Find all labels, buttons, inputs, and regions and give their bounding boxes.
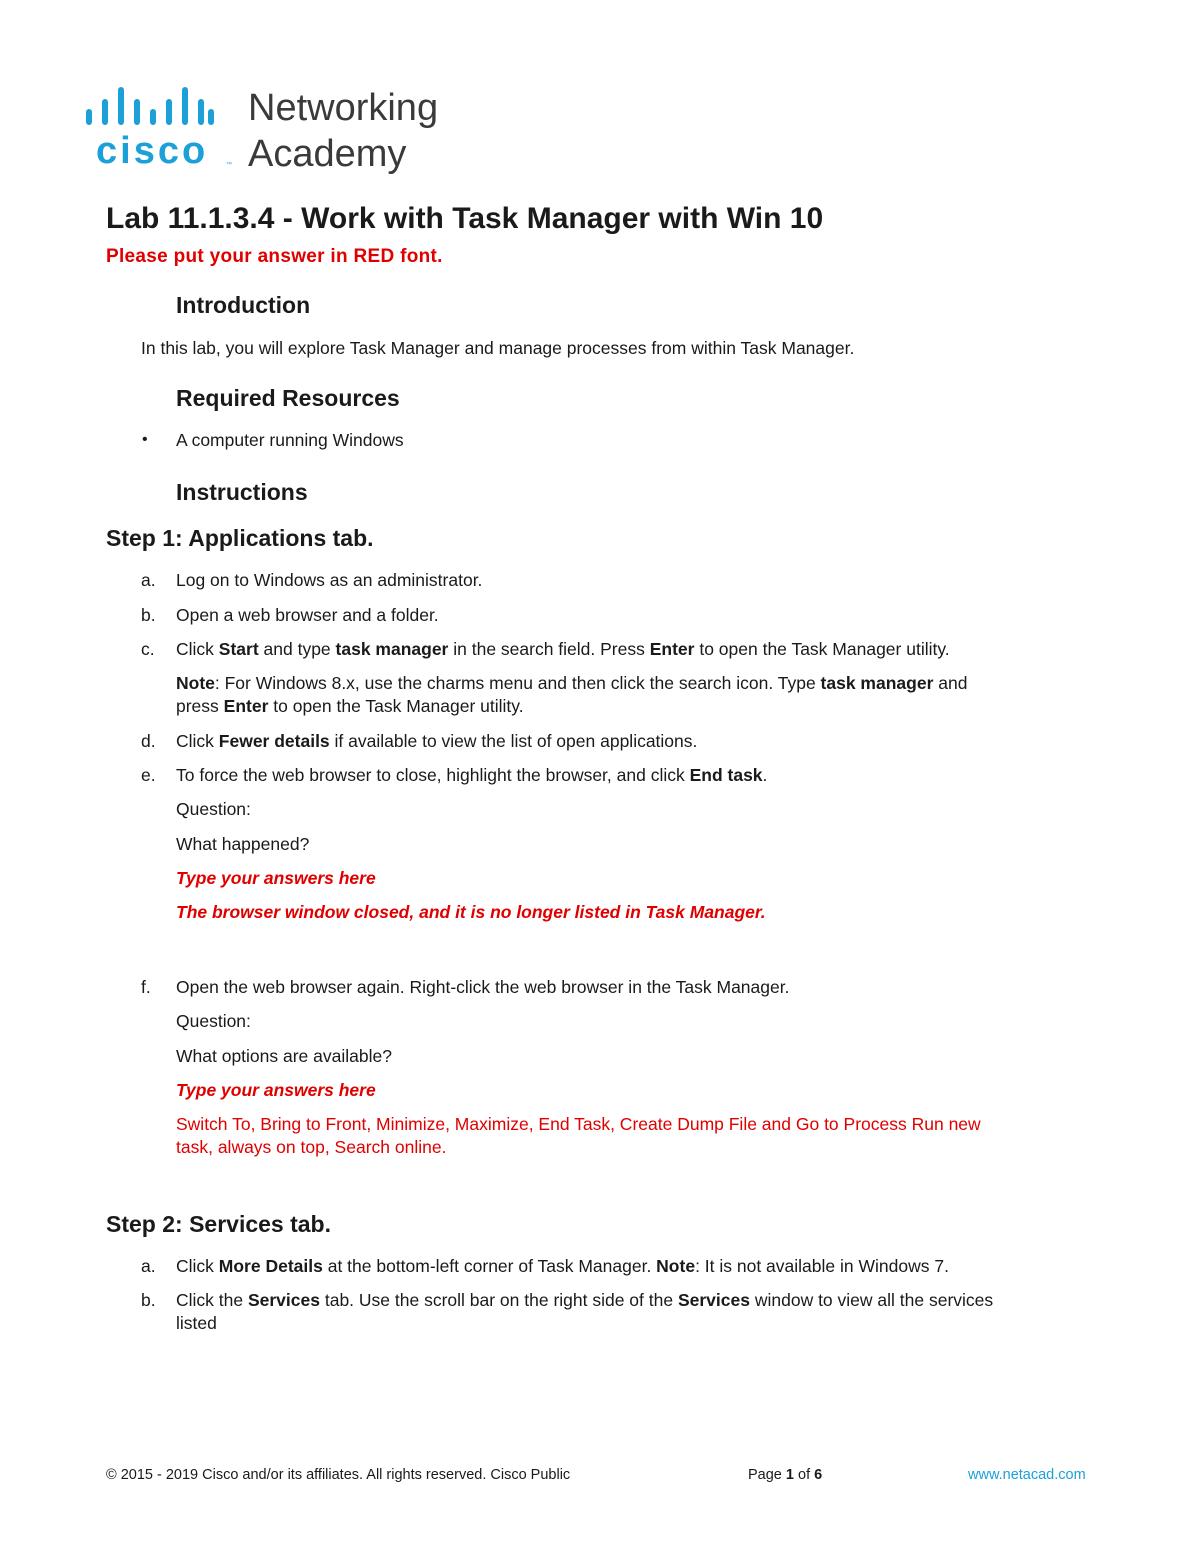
introduction-heading: Introduction xyxy=(176,292,311,318)
step1-e-question: What happened? xyxy=(176,834,310,854)
bullet-icon: • xyxy=(142,431,148,448)
answer-instruction: Please put your answer in RED font. xyxy=(106,246,443,267)
step1-b-text: Open a web browser and a folder. xyxy=(176,605,439,625)
step1-e-label: e. xyxy=(141,765,156,785)
step1-d-text: Click Fewer details if available to view the list of open applications. xyxy=(176,731,698,751)
logo-academy-text: Academy xyxy=(248,133,407,175)
step1-f-label: f. xyxy=(141,977,151,997)
step2-b-label: b. xyxy=(141,1290,156,1310)
step1-a-text: Log on to Windows as an administrator. xyxy=(176,570,483,590)
step1-heading: Step 1: Applications tab. xyxy=(106,525,374,551)
step1-b-label: b. xyxy=(141,605,156,625)
step2-a-text: Click More Details at the bottom-left corner of Task Manager. Note: It is not available in Windows 7. xyxy=(176,1256,949,1276)
page-title: Lab 11.1.3.4 - Work with Task Manager with Win 10 xyxy=(106,202,824,235)
step1-f-question: What options are available? xyxy=(176,1046,392,1066)
instructions-heading: Instructions xyxy=(176,479,308,505)
step1-c-label: c. xyxy=(141,639,155,659)
cisco-wordmark: cisco xyxy=(96,130,209,172)
resource-item: A computer running Windows xyxy=(176,430,404,450)
step2-a-label: a. xyxy=(141,1256,156,1276)
step2-b-text-line2: listed xyxy=(176,1313,217,1333)
step1-f-answer-line1: Switch To, Bring to Front, Minimize, Maximize, End Task, Create Dump File and Go to Process Run new xyxy=(176,1114,981,1134)
trademark-mark: ™ xyxy=(226,162,232,168)
step1-d-label: d. xyxy=(141,731,156,751)
step1-c-note-line1: Note: For Windows 8.x, use the charms menu and then click the search icon. Type task manager and xyxy=(176,673,968,693)
step2-b-text: Click the Services tab. Use the scroll bar on the right side of the Services window to view all the services xyxy=(176,1290,994,1310)
step1-f-question-label: Question: xyxy=(176,1011,251,1031)
cisco-bars-icon xyxy=(85,86,215,130)
step1-e-text: To force the web browser to close, highlight the browser, and click End task. xyxy=(176,765,768,785)
step1-c-note-line2: press Enter to open the Task Manager utility. xyxy=(176,696,524,716)
step1-f-answer-line2: task, always on top, Search online. xyxy=(176,1137,447,1157)
step1-a-label: a. xyxy=(141,570,156,590)
resources-heading: Required Resources xyxy=(176,385,400,411)
step1-f-text: Open the web browser again. Right-click the web browser in the Task Manager. xyxy=(176,977,790,997)
step1-e-question-label: Question: xyxy=(176,799,251,819)
step1-c-text: Click Start and type task manager in the search field. Press Enter to open the Task Manager utility. xyxy=(176,639,950,659)
footer-page-number: Page 1 of 6 xyxy=(748,1467,823,1483)
logo-networking-text: Networking xyxy=(248,87,439,129)
footer-copyright: © 2015 - 2019 Cisco and/or its affiliates. All rights reserved. Cisco Public xyxy=(106,1467,571,1483)
step2-heading: Step 2: Services tab. xyxy=(106,1211,331,1237)
introduction-text: In this lab, you will explore Task Manager and manage processes from within Task Manager. xyxy=(141,338,855,358)
step1-e-answer: The browser window closed, and it is no longer listed in Task Manager. xyxy=(176,902,766,922)
step1-f-answer-prompt: Type your answers here xyxy=(176,1080,376,1100)
step1-e-answer-prompt: Type your answers here xyxy=(176,868,376,888)
footer-netacad-link[interactable]: www.netacad.com xyxy=(968,1467,1086,1483)
